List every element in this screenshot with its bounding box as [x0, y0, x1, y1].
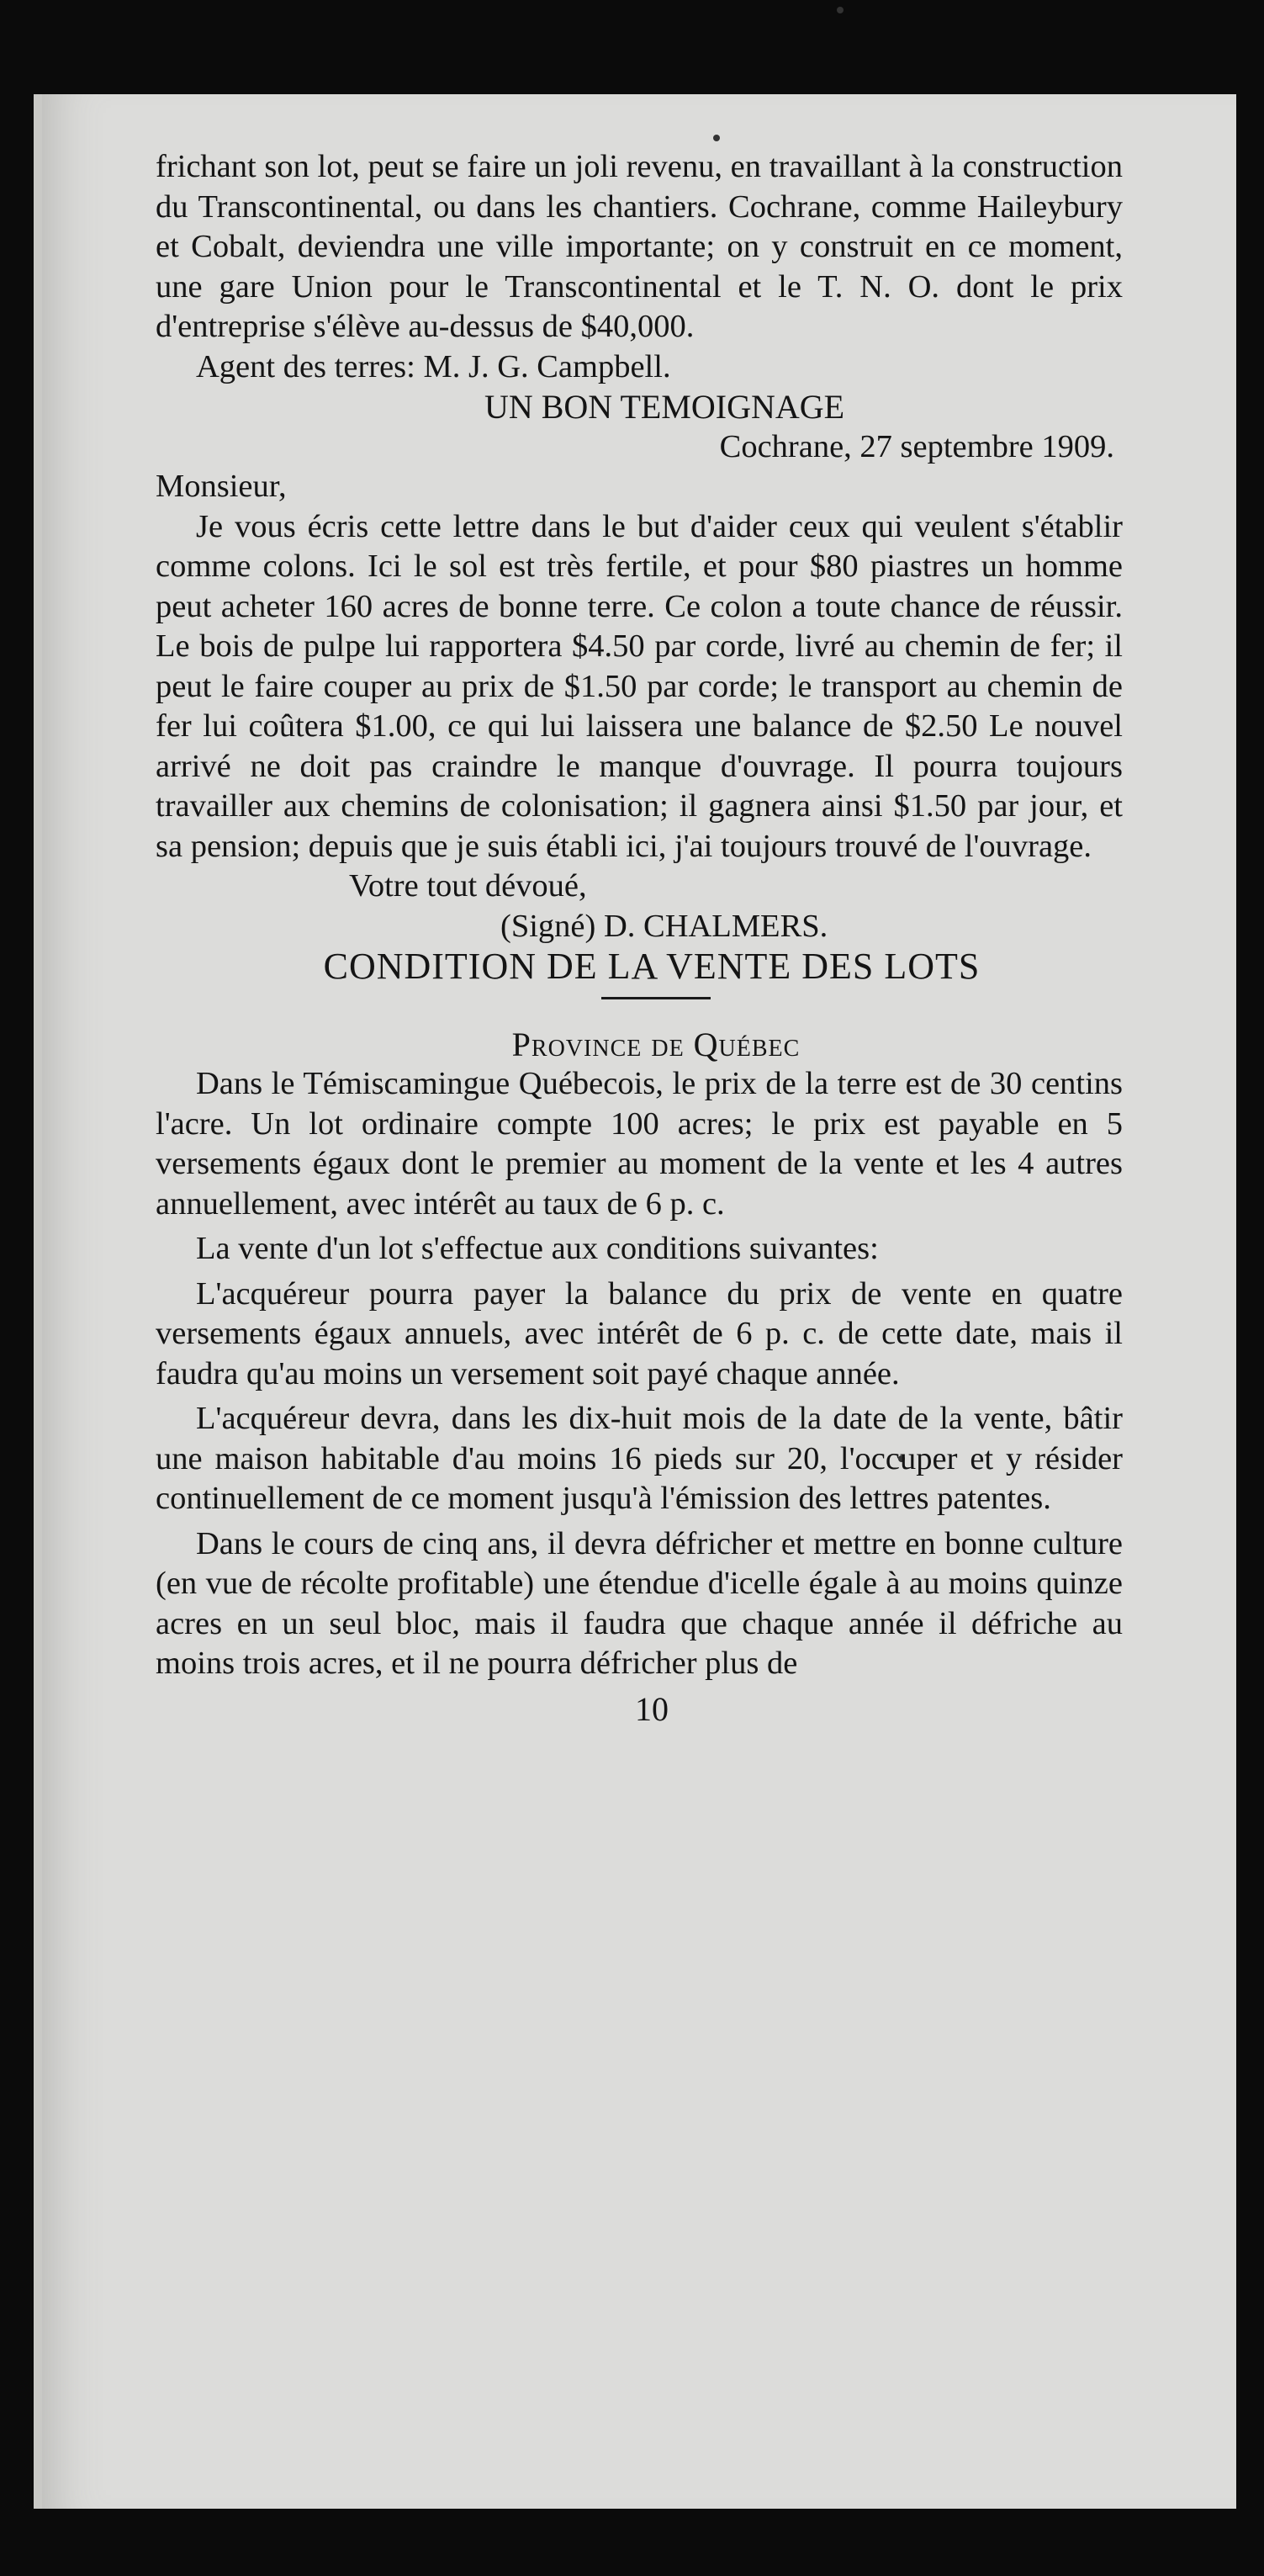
divider-rule [601, 997, 711, 999]
conditions-section [156, 946, 1123, 1684]
letter-signature: (Signé) D. CHALMERS. [500, 908, 828, 944]
speck [713, 135, 720, 141]
opening-paragraph: frichant son lot, peut se faire un joli revenu, en travaillant à la construction du Transcontinental, ou dans les chantiers. Cochrane, comme Haileybury et Cobalt, deviendra une ville importante; on y construit en ce moment, une gare Union pour le Transcontinental et le T. N. O. dont le prix d'entreprise s'élève au-dessus de $40,000. [156, 149, 1123, 344]
section-subheading: Province de Québec [511, 1025, 801, 1063]
conditions-paragraph: Dans le cours de cinq ans, il devra défricher et mettre en bonne culture (en vue de récolte profitable) une étendue d'icelle égale à au moins quinze acres en un seul bloc, mais il faudra que chaque année il défriche au moins trois acres, et il ne pourra défricher plus de [156, 1525, 1123, 1681]
conditions-text [156, 1064, 1123, 1684]
conditions-paragraph: Dans le Témiscamingue Québecois, le prix de la terre est de 30 centins l'acre. Un lot ordinaire compte 100 acres; le prix est payable en 5 versements égaux dont le premier au moment de la vente et les 4 autres annuellement, avec intérêt au taux de 6 p. c. [156, 1066, 1123, 1222]
conditions-paragraph: L'acquéreur pourra payer la balance du prix de vente en quatre versements égaux annuels, avec intérêt de 6 p. c. de cette date, mais il faudra qu'au moins un versement soit payé chaque année. [156, 1275, 1123, 1391]
conditions-paragraph: La vente d'un lot s'effectue aux conditions suivantes: [196, 1231, 879, 1266]
testimonial-section [156, 387, 1123, 946]
testimonial-heading: UN BON TEMOIGNAGE [484, 388, 845, 426]
document-page [156, 147, 1123, 2402]
section-heading: CONDITION DE LA VENTE DES LOTS [323, 946, 981, 987]
letter-body [156, 507, 1123, 867]
page-number: 10 [635, 1689, 669, 1728]
salutation: Monsieur, [156, 469, 287, 504]
dateline: Cochrane, 27 septembre 1909. [719, 428, 1114, 464]
letter-closing: Votre tout dévoué, [349, 868, 587, 904]
letter-paragraph: Je vous écris cette lettre dans le but d'aider ceux qui veulent s'établir comme colons. Ici le sol est très fertile, et pour $80 piastres un homme peut acheter 160 acres de bonne terre. Ce colon a toute chance de réussir. Le bois de pulpe lui rapportera $4.50 par corde, livré au chemin de fer; il peut le faire couper au prix de $1.50 par corde; le transport au chemin de fer lui coûtera $1.00, ce qui lui laissera une balance de $2.50 Le nouvel arrivé ne doit pas craindre le manque d'ouvrage. Il pourra toujours travailler aux chemins de colonisation; il gagnera ainsi $1.50 par jour, et sa pension; depuis que je suis établi ici, j'ai toujours trouvé de l'ouvrage. [156, 508, 1123, 864]
speck [837, 7, 844, 13]
agent-line: Agent des terres: M. J. G. Campbell. [196, 348, 671, 384]
conditions-paragraph: L'acquéreur devra, dans les dix-huit mois de la date de la vente, bâtir une maison habitable d'au moins 16 pieds sur 20, l'occuper et y résider continuellement de ce moment jusqu'à l'émission des lettres patentes. [156, 1401, 1123, 1516]
